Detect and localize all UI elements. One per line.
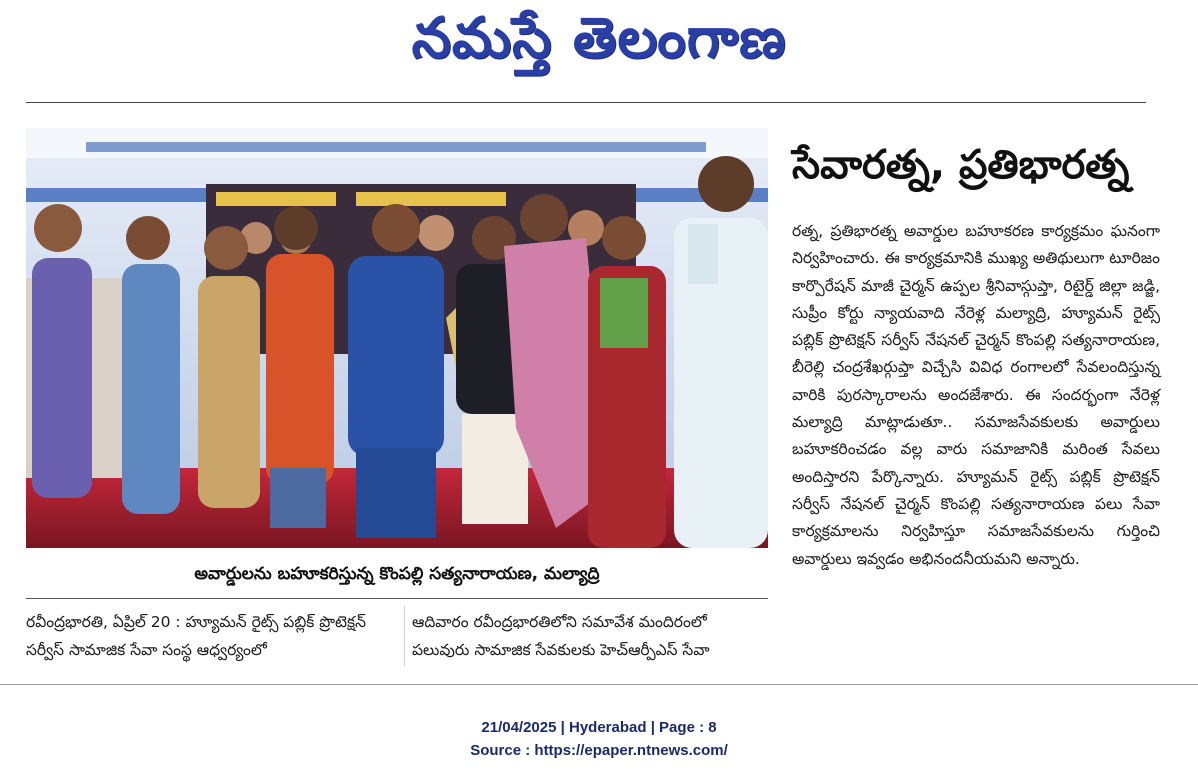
edition-info: 21/04/2025 | Hyderabad | Page : 8: [481, 719, 717, 736]
page-footer: [0, 716, 1198, 762]
caption-rule: [26, 598, 768, 599]
source-link[interactable]: Source : https://epaper.ntnews.com/: [470, 742, 728, 759]
column-divider: [404, 606, 405, 666]
article-body: [792, 218, 1160, 573]
lead-column-2: ఆదివారం రవీంద్రభారతిలోని సమావేశ మందిరంలో పలువురు సామాజిక సేవకులకు హెచ్ఆర్పీఎస్ సేవా: [412, 613, 710, 659]
article-paragraph: రత్న, ప్రతిభారత్న అవార్డుల బహూకరణ కార్యక్రమం ఘనంగా నిర్వహించారు. ఈ కార్యక్రమానికి ముఖ్య అతిథులుగా టూరిజం కార్పొరేషన్ మాజీ చైర్మన్ ఉప్పల శ్రీనివాస్గుప్తా, రిటైర్డ్ జిల్లా జడ్జి, సుప్రీం కోర్టు న్యాయవాది నేరెళ్ల మల్యాద్రి, హ్యూమన్ రైట్స్ పబ్లిక్ ప్రొటెక్షన్ సర్వీస్ నేషనల్ చైర్మన్ కొంపల్లి సత్యనారాయణ, బీరెల్లి చంద్రశేఖర్గుప్తా విచ్చేసి వివిధ రంగాలలో సేవలందిస్తున్న వారికి పురస్కారాలను అందజేశారు. ఈ సందర్భంగా నేరెళ్ల మల్యాద్రి మాట్లాడుతూ.. సమాజసేవకులకు అవార్డులు బహూకరించడం వల్ల వారు సమాజానికి మరింత సేవలు అందిస్తారని పేర్కొన్నారు. హ్యూమన్ రైట్స్ పబ్లిక్ ప్రొటెక్షన్ సర్వీస్ నేషనల్ చైర్మన్ కొంపల్లి సత్యనారాయణ పలు సేవా కార్యక్రమాలను నిర్వహిస్తూ సమాజసేవకులను గుర్తించి అవార్డులు ఇవ్వడం అభినందనీయమని అన్నారు.: [792, 222, 1160, 568]
footer-rule: [0, 684, 1198, 685]
photo-caption: అవార్డులను బహూకరిస్తున్న కొంపల్లి సత్యనారాయణ, మల్యాద్రి: [194, 564, 600, 584]
header-rule: [26, 102, 1146, 103]
award-ceremony-photo: [26, 128, 768, 548]
lead-column-1: రవీంద్రభారతి, ఏప్రిల్ 20 : హ్యూమన్ రైట్స్ పబ్లిక్ ప్రొటెక్షన్ సర్వీస్ సామాజిక సేవా సంస్థ ఆధ్వర్యంలో: [26, 613, 366, 659]
article-headline: సేవారత్న, ప్రతిభారత్న: [792, 142, 1130, 188]
masthead: [0, 0, 1198, 90]
news-photo: [26, 128, 768, 548]
newspaper-logo: నమస్తే తెలంగాణ: [411, 5, 787, 71]
